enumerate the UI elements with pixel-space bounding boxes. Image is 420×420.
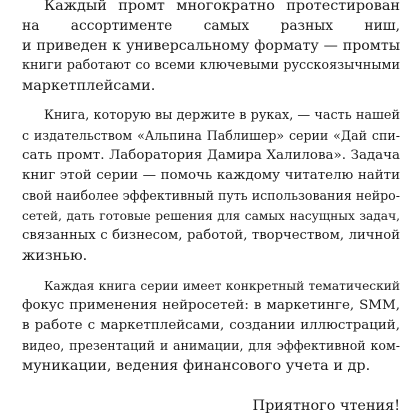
paragraph-3-line-4: видео, презентаций и анимации, для эффективной ком- — [22, 338, 400, 353]
paragraph-2-line-7: связанных с бизнесом, работой, творчеством, личной — [22, 228, 400, 243]
paragraph-3-line-1: Каждая книга серии имеет конкретный тематический — [44, 279, 400, 293]
paragraph-1-line-4: книги работают со всеми ключевыми русскоязычными — [22, 58, 400, 73]
paragraph-2-line-3: сать промт. Лаборатория Дамира Халилова». Задача — [22, 148, 400, 163]
book-page — [22, 0, 400, 420]
paragraph-1-line-5: маркетплейсами. — [22, 78, 156, 94]
paragraph-2-line-2: с издательством «Альпина Паблишер» серии «Дай спи- — [22, 128, 400, 143]
paragraph-1-line-3: и приведен к универсальному формату — промты — [22, 38, 400, 54]
paragraph-2-line-8: жизнью. — [22, 248, 88, 264]
paragraph-3-line-5: муникации, ведения финансового учета и др. — [22, 358, 371, 374]
paragraph-2-line-5: свой наиболее эффективный путь использования нейро- — [22, 188, 400, 203]
paragraph-1-line-2: на ассортименте самых разных ниш, — [22, 18, 400, 34]
paragraph-2-line-1: Книга, которую вы держите в руках, — часть нашей — [44, 108, 400, 123]
closing-line: Приятного чтения! — [252, 398, 400, 414]
paragraph-3-line-2: фокус применения нейросетей: в маркетинге, SMM, — [22, 298, 400, 313]
paragraph-1-line-1: Каждый промт многократно протестирован — [44, 0, 400, 14]
paragraph-2-line-6: сетей, дать готовые решения для самых насущных задач, — [22, 209, 400, 223]
paragraph-2-line-4: книг этой серии — помочь каждому читателю найти — [22, 168, 400, 183]
paragraph-3-line-3: в работе с маркетплейсами, создании иллюстраций, — [22, 318, 400, 333]
